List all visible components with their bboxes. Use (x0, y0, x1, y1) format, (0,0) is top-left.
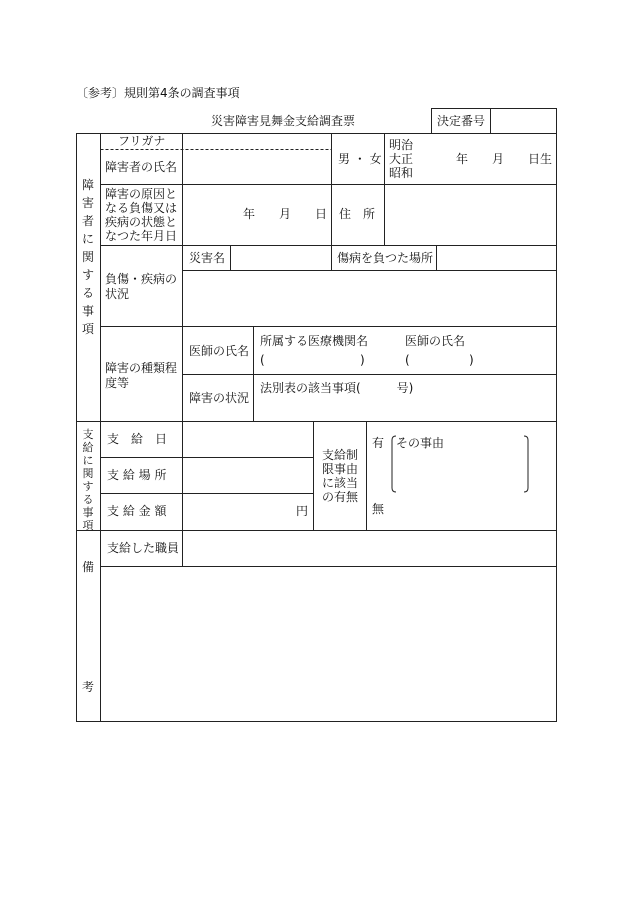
name-field[interactable] (186, 152, 326, 182)
sex-options[interactable]: 男 ・ 女 (338, 152, 382, 166)
restriction-line2: 限事由 (322, 462, 359, 476)
birth-date: 年 月 日生 (456, 152, 553, 166)
name-label: 障害者の氏名 (105, 160, 178, 174)
pay-date-label: 支 給 日 (107, 432, 168, 446)
condition-field[interactable] (186, 273, 552, 323)
furigana-field[interactable] (186, 136, 326, 148)
era-meiji: 明治 (389, 138, 414, 152)
degree-label-line1: 障害の種類程 (105, 361, 178, 375)
decision-number-field[interactable] (497, 110, 553, 131)
doctor-paren-open: ( (405, 353, 410, 367)
restriction-line3: に該当 (322, 476, 359, 490)
cause-label-line3: 疾病の状態と (105, 215, 178, 229)
pay-place-label: 支 給 場 所 (107, 468, 167, 482)
restriction-line4: の有無 (322, 490, 359, 504)
staff-label: 支給した職員 (107, 541, 180, 555)
header-note: 〔参考〕規則第4条の調査事項 (76, 86, 240, 100)
institution-paren-open: ( (260, 353, 265, 367)
remarks-label-top: 備 (82, 560, 95, 574)
institution-paren-close: ) (360, 353, 365, 367)
decision-number-label: 決定番号 (437, 114, 486, 128)
degree-label-line2: 度等 (105, 376, 130, 390)
furigana-label: フリガナ (118, 134, 166, 148)
restriction-line1: 支給制 (322, 448, 359, 462)
address-field[interactable] (388, 187, 552, 242)
annex-item: 法別表の該当事項( 号) (260, 381, 414, 395)
condition-label-line1: 負傷・疾病の (105, 272, 178, 286)
remarks-field[interactable] (104, 570, 552, 718)
staff-field[interactable] (186, 533, 552, 564)
disaster-name-field[interactable] (234, 248, 328, 268)
doctor-paren-close: ) (469, 353, 474, 367)
injury-place-label: 傷病を負つた場所 (337, 251, 434, 265)
remarks-label-bottom: 考 (82, 680, 95, 694)
yen-unit: 円 (296, 504, 309, 518)
doctor-name-column-label: 医師の氏名 (405, 334, 466, 348)
doctor-name-label: 医師の氏名 (189, 344, 250, 358)
institution-label: 所属する医療機関名 (260, 334, 369, 348)
pay-date-field[interactable] (186, 424, 310, 455)
restriction-yes[interactable]: 有 (372, 436, 385, 450)
cause-label-line1: 障害の原因と (105, 187, 178, 201)
pay-place-field[interactable] (186, 460, 310, 491)
restriction-no[interactable]: 無 (372, 502, 385, 516)
reason-label: その事由 (396, 436, 445, 450)
cause-date: 年 月 日 (243, 207, 328, 221)
era-showa: 昭和 (389, 166, 414, 180)
injury-place-field[interactable] (440, 248, 552, 268)
disaster-name-label: 災害名 (189, 251, 226, 265)
disability-status-label: 障害の状況 (189, 391, 250, 405)
address-label: 住 所 (339, 207, 376, 221)
cause-label-line2: なる負傷又は (105, 201, 178, 215)
era-taisho: 大正 (389, 152, 414, 166)
cause-label-line4: なつた年月日 (105, 229, 178, 243)
form-title: 災害障害見舞金支給調査票 (211, 114, 356, 128)
section-payment-label: 支給に関する事項 (82, 428, 94, 532)
condition-label-line2: 状況 (105, 287, 130, 301)
pay-amount-label: 支 給 金 額 (107, 504, 167, 518)
section-disabled-person-label: 障害者に関する事項 (81, 178, 94, 336)
